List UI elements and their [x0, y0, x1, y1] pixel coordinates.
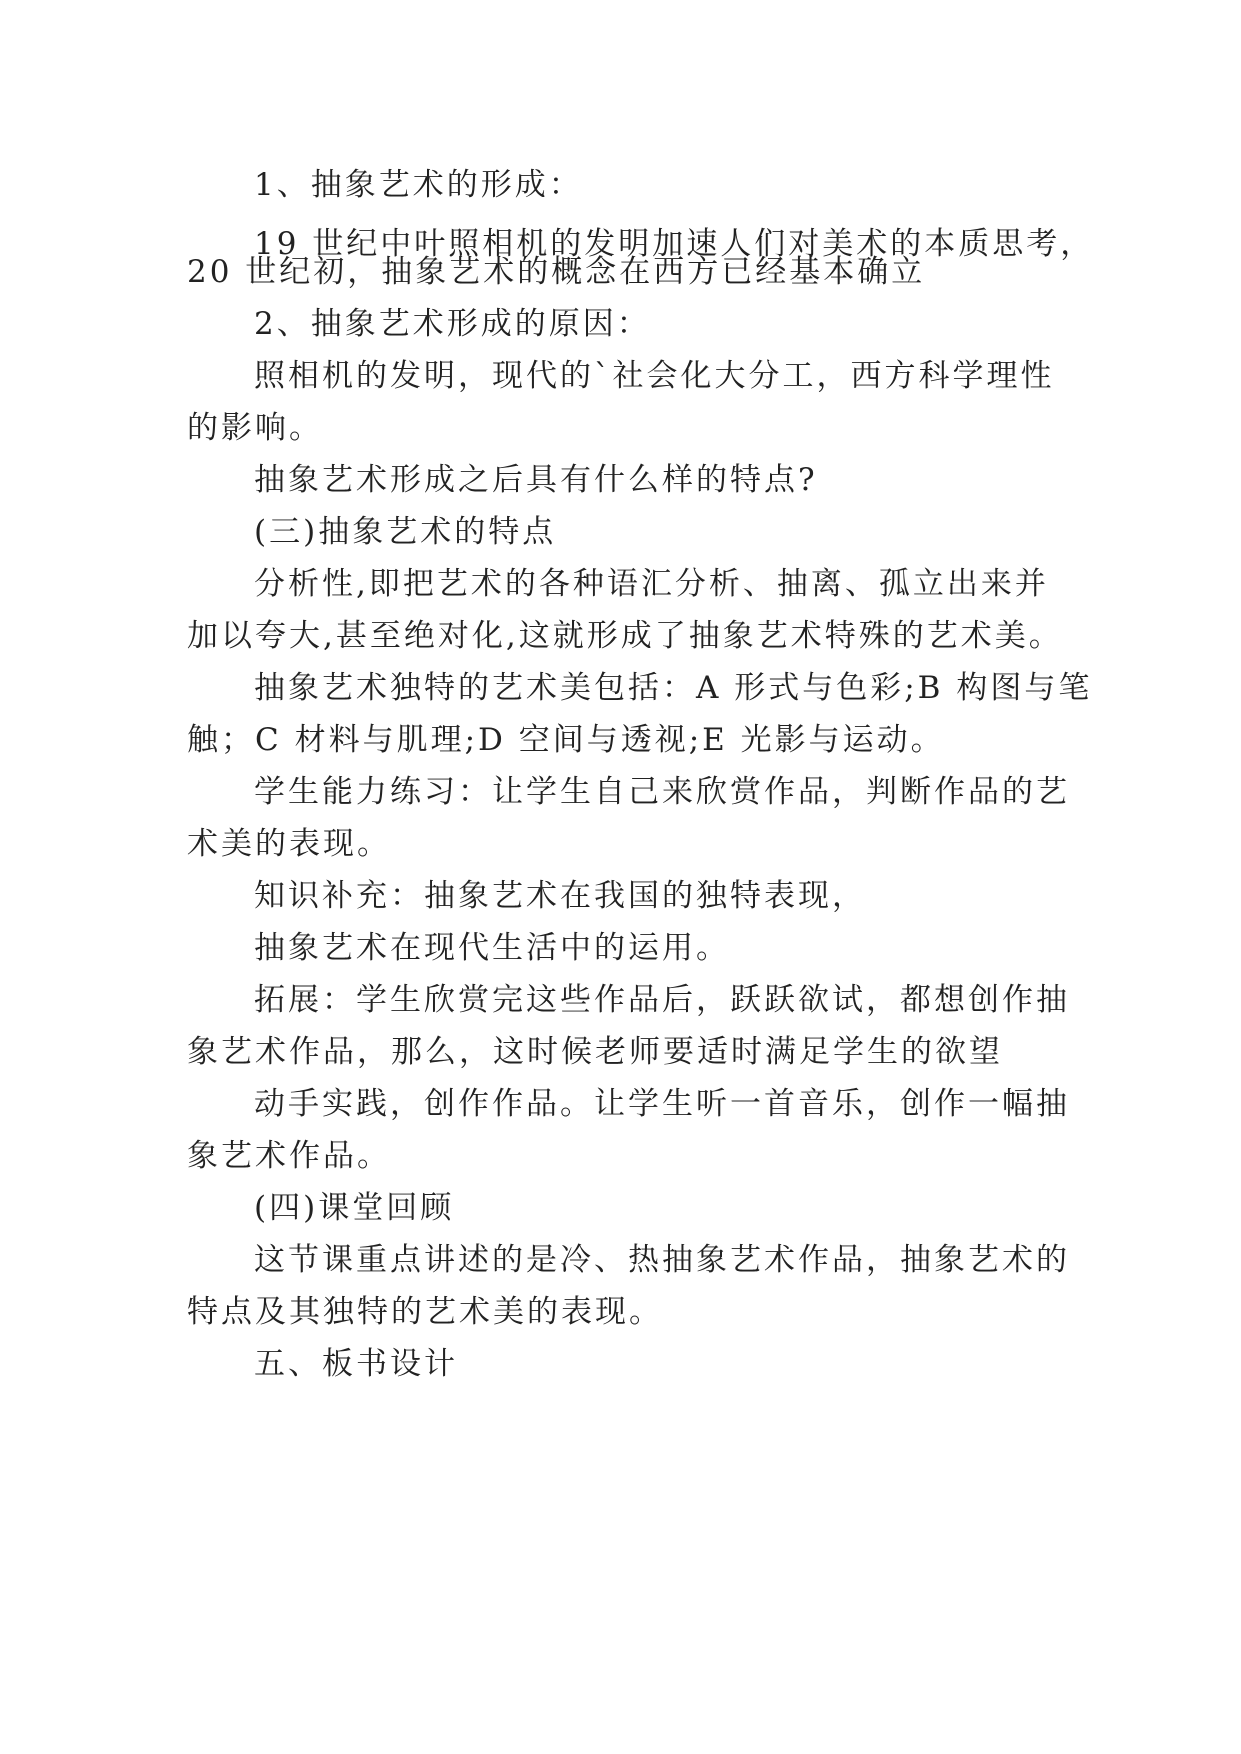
paragraph-line: 分析性,即把艺术的各种语汇分析、抽离、孤立出来并	[254, 566, 1049, 602]
paragraph-line: 加以夸大,甚至绝对化,这就形成了抽象艺术特殊的艺术美。	[187, 618, 1063, 654]
paragraph-line: 学生能力练习：让学生自己来欣赏作品，判断作品的艺	[254, 774, 1070, 810]
paragraph-line: 特点及其独特的艺术美的表现。	[187, 1294, 663, 1330]
question-line: 抽象艺术形成之后具有什么样的特点?	[254, 462, 818, 498]
section-heading-review: (四)课堂回顾	[254, 1190, 455, 1226]
paragraph-line: 象艺术作品，那么，这时候老师要适时满足学生的欲望	[187, 1034, 1003, 1070]
paragraph-line: 术美的表现。	[187, 826, 391, 862]
section-heading-features: (三)抽象艺术的特点	[254, 514, 557, 550]
section-heading-board-design: 五、板书设计	[254, 1346, 458, 1382]
paragraph-line: 抽象艺术独特的艺术美包括：A 形式与色彩;B 构图与笔	[254, 670, 1093, 706]
paragraph-line: 的影响。	[187, 410, 323, 446]
paragraph-line: 这节课重点讲述的是冷、热抽象艺术作品，抽象艺术的	[254, 1242, 1070, 1278]
paragraph-line: 知识补充：抽象艺术在我国的独特表现，	[254, 878, 866, 914]
heading-causes: 2、抽象艺术形成的原因：	[254, 306, 651, 342]
heading-formation: 1、抽象艺术的形成：	[254, 167, 583, 203]
paragraph-line: 动手实践，创作作品。让学生听一首音乐，创作一幅抽	[254, 1086, 1070, 1122]
paragraph-line: 19 世纪中叶照相机的发明加速人们对美术的本质思考，	[254, 226, 1095, 262]
paragraph-line: 抽象艺术在现代生活中的运用。	[254, 930, 730, 966]
paragraph-line: 象艺术作品。	[187, 1138, 391, 1174]
paragraph-line: 照相机的发明，现代的`社会化大分工，西方科学理性	[254, 358, 1055, 394]
paragraph-line: 拓展：学生欣赏完这些作品后，跃跃欲试，都想创作抽	[254, 982, 1070, 1018]
paragraph-line: 触；C 材料与肌理;D 空间与透视;E 光影与运动。	[187, 722, 945, 758]
paragraph-line: 20 世纪初，抽象艺术的概念在西方已经基本确立	[187, 254, 926, 290]
